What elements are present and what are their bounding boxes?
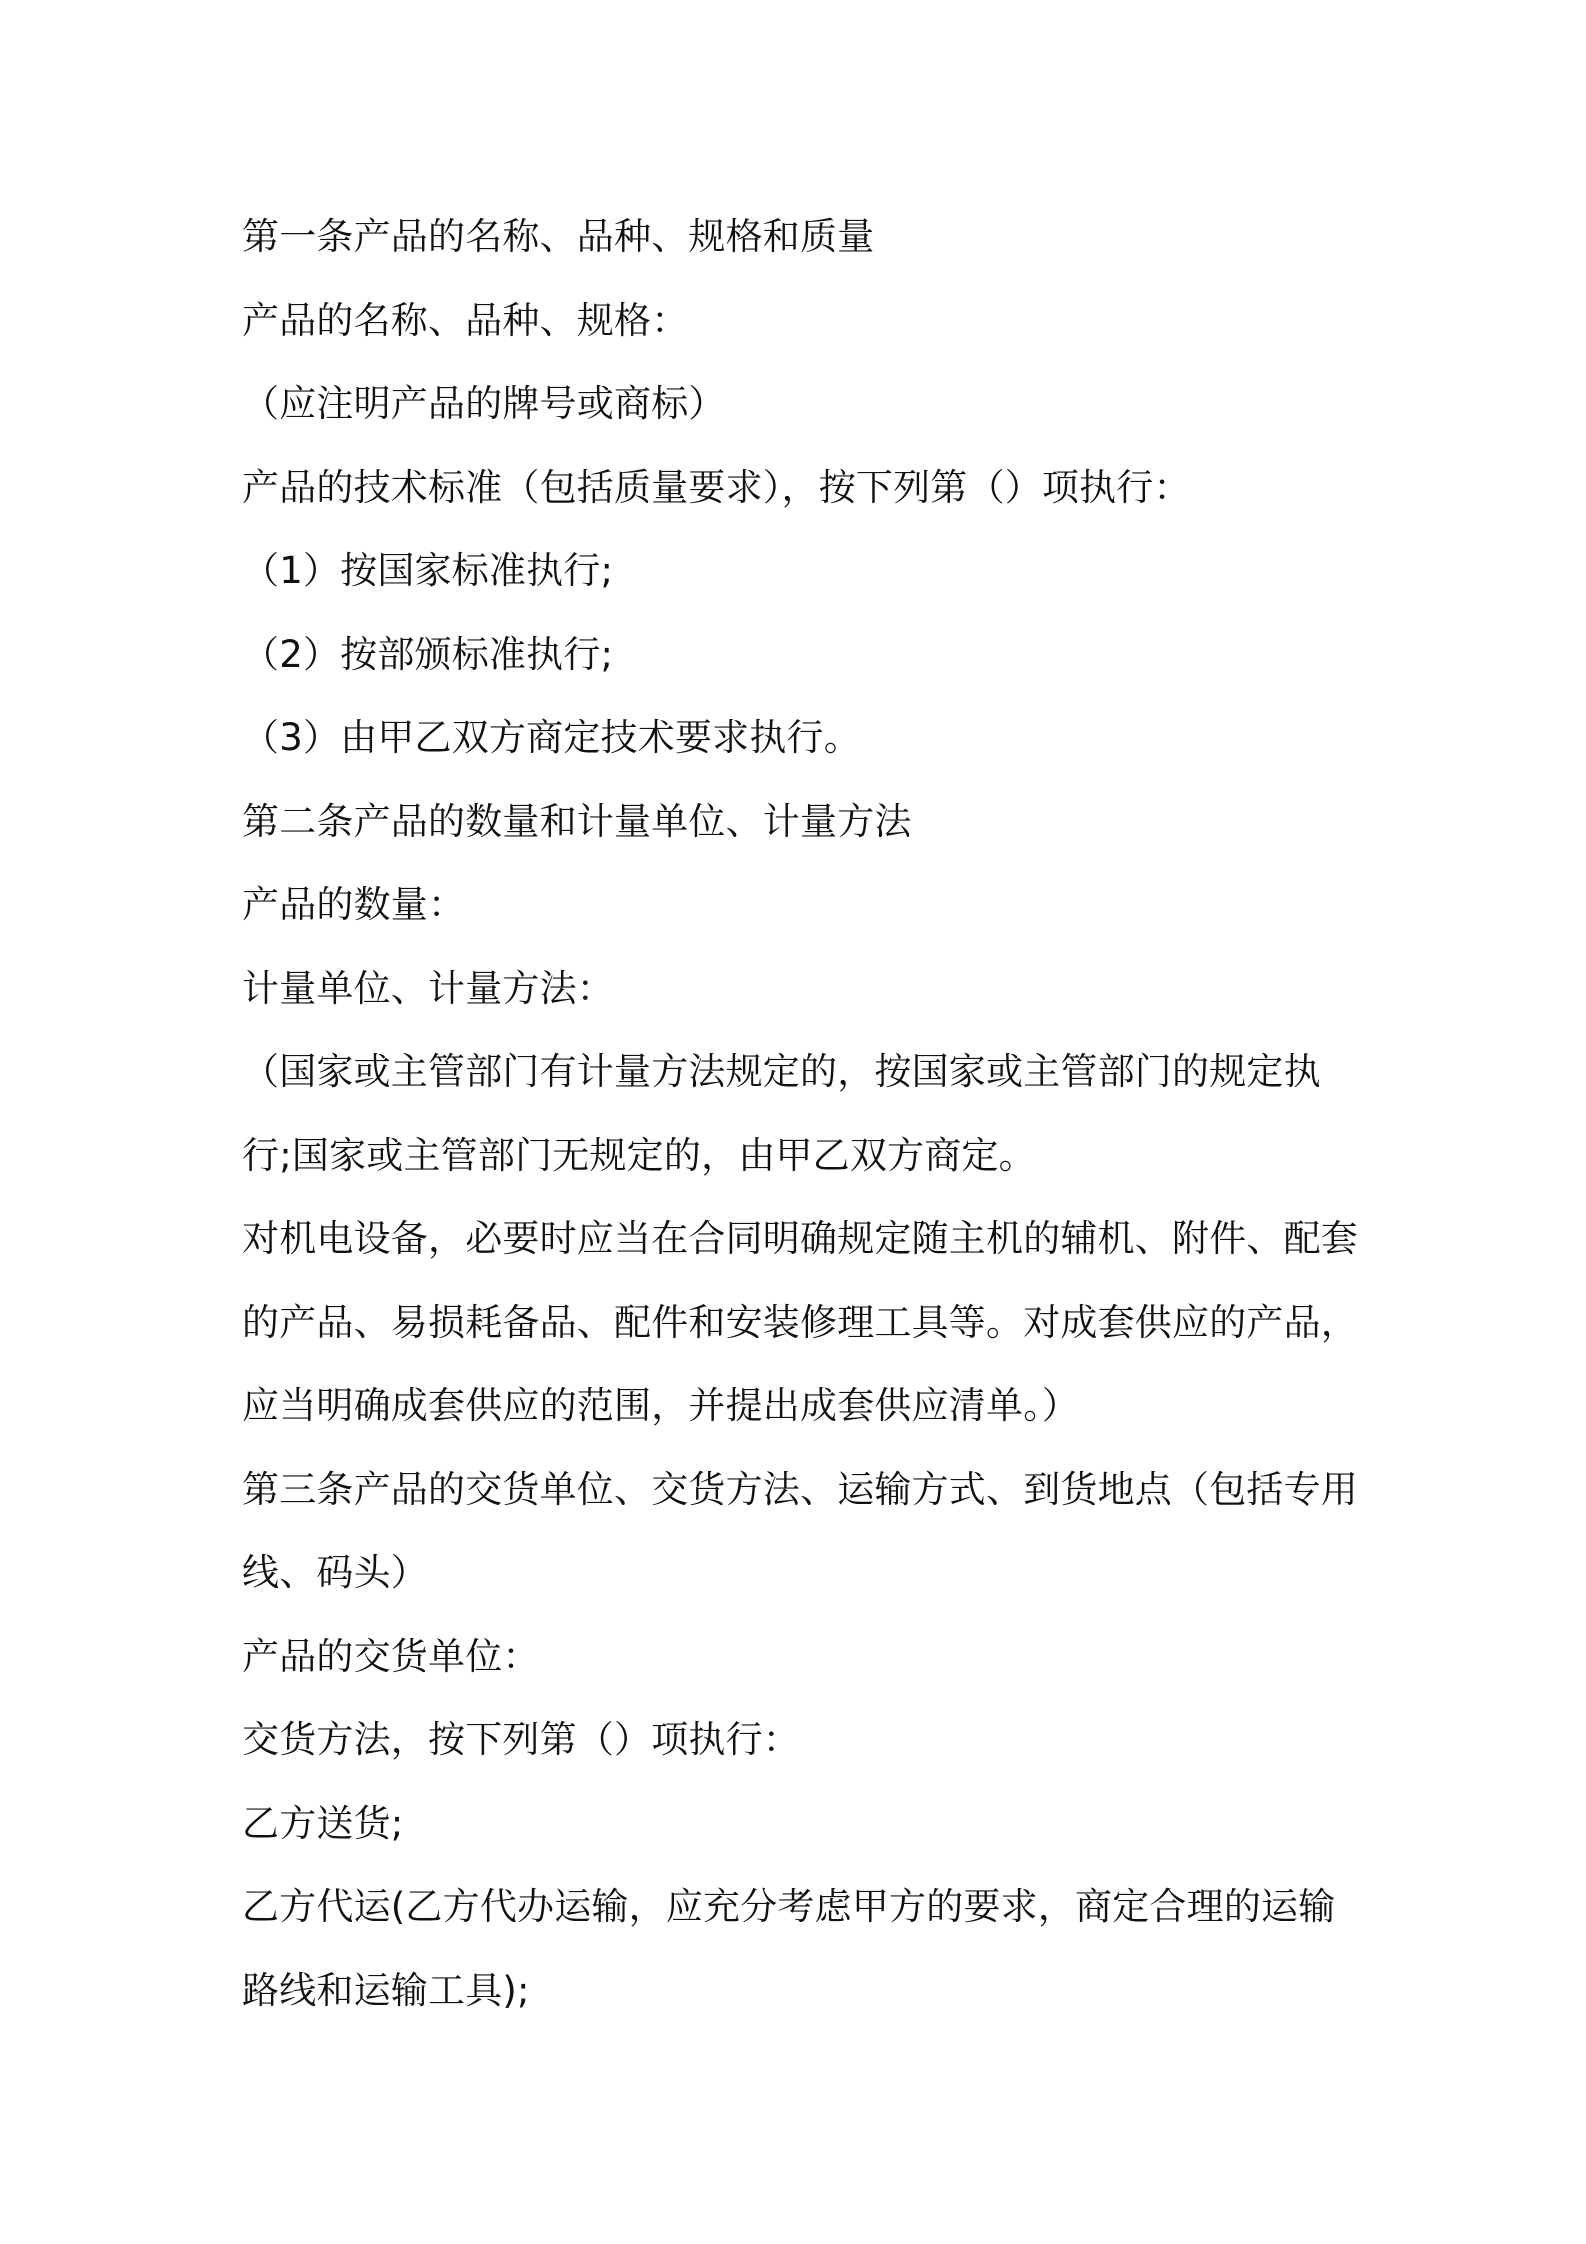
article-3-heading: 第三条产品的交货单位、交货方法、运输方式、到货地点（包括专用线、码头） (242, 1467, 1358, 1594)
delivery-option-2: 乙方代运(乙方代办运输，应充分考虑甲方的要求，商定合理的运输路线和运输工具); (242, 1885, 1336, 2012)
brand-note: （应注明产品的牌号或商标） (242, 382, 726, 425)
equipment-note: 对机电设备，必要时应当在合同明确规定随主机的辅机、附件、配套的产品、易损耗备品、配件和安装修理工具等。对成套供应的产品，应当明确成套供应的范围，并提出成套供应清单。） (242, 1217, 1358, 1427)
measurement-line: 计量单位、计量方法： (242, 966, 614, 1010)
measurement-note: （国家或主管部门有计量方法规定的，按国家或主管部门的规定执行;国家或主管部门无规定的，由甲乙双方商定。 (242, 1050, 1321, 1177)
article-1-heading: 第一条产品的名称、品种、规格和质量 (242, 215, 875, 258)
article-2-heading: 第二条产品的数量和计量单位、计量方法 (242, 799, 912, 843)
delivery-unit-line: 产品的交货单位： (242, 1634, 540, 1678)
delivery-method-line: 交货方法，按下列第（）项执行： (242, 1718, 800, 1761)
product-name-line: 产品的名称、品种、规格： (242, 298, 689, 342)
standard-option-1: （1）按国家标准执行; (242, 549, 614, 592)
standard-option-2: （2）按部颁标准执行; (242, 632, 614, 676)
quantity-line: 产品的数量： (242, 883, 466, 926)
standard-option-3: （3）由甲乙双方商定技术要求执行。 (242, 716, 861, 759)
delivery-option-1: 乙方送货; (242, 1801, 404, 1845)
document-body (242, 195, 1362, 2032)
technical-standard-line: 产品的技术标准（包括质量要求），按下列第（）项执行： (242, 465, 1191, 509)
